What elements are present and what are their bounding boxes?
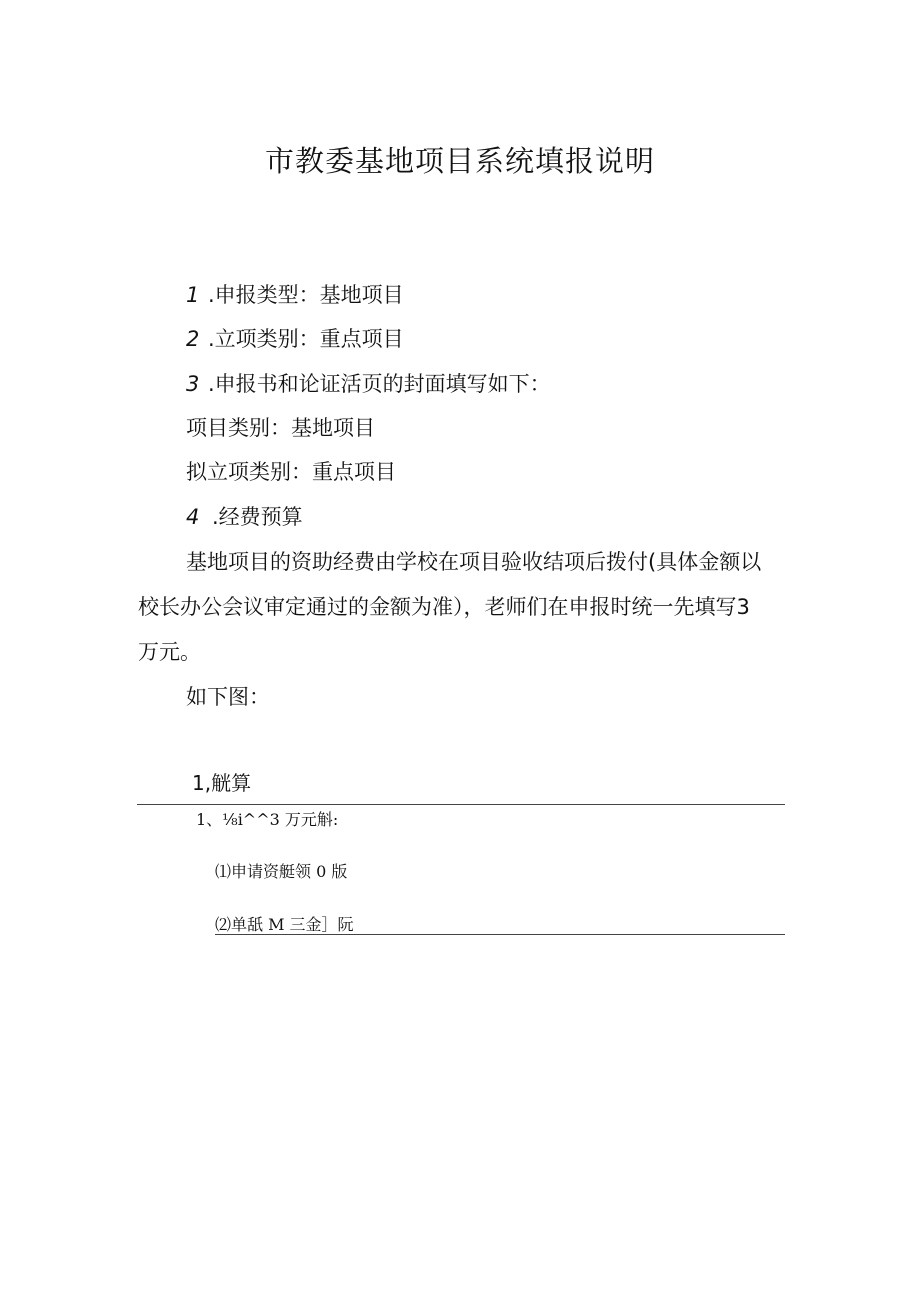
budget-paragraph-line-2: 校长办公会议审定通过的金额为准），老师们在申报时统一先填写3	[138, 595, 750, 619]
item-text: .申报类型：基地项目	[208, 283, 404, 307]
embedded-form-bottom-rule	[215, 934, 785, 935]
budget-paragraph-line-3: 万元。	[138, 640, 201, 664]
item-number: 1	[186, 283, 200, 307]
item-project-category	[186, 325, 404, 353]
embedded-form-row-1: 1、⅛i^^3 万元斛:	[196, 810, 339, 829]
item-text: .经费预算	[212, 505, 303, 529]
item-number: 4	[186, 505, 200, 529]
embedded-form-row-2: ⑴申请资艇领 0 版	[215, 862, 348, 881]
item-number: 3	[186, 372, 200, 396]
item-cover-instructions	[186, 370, 551, 398]
item-text: .立项类别：重点项目	[208, 327, 404, 351]
item-number: 2	[186, 327, 200, 351]
item-declaration-type	[186, 281, 404, 309]
cover-project-category: 项目类别：基地项目	[186, 416, 375, 440]
see-below-label: 如下图：	[186, 685, 270, 709]
item-text: .申报书和论证活页的封面填写如下：	[208, 372, 551, 396]
embedded-form-row-3: ⑵单舐 M 三金］阮	[215, 915, 354, 934]
embedded-form-heading: 1,觥算	[192, 771, 252, 795]
item-budget	[186, 503, 303, 531]
page-title: 市教委基地项目系统填报说明	[264, 144, 655, 178]
cover-proposed-category: 拟立项类别：重点项目	[186, 460, 396, 484]
budget-paragraph-line-1: 基地项目的资助经费由学校在项目验收结项后拨付(具体金额以	[186, 550, 762, 574]
embedded-form-top-rule	[137, 804, 785, 805]
